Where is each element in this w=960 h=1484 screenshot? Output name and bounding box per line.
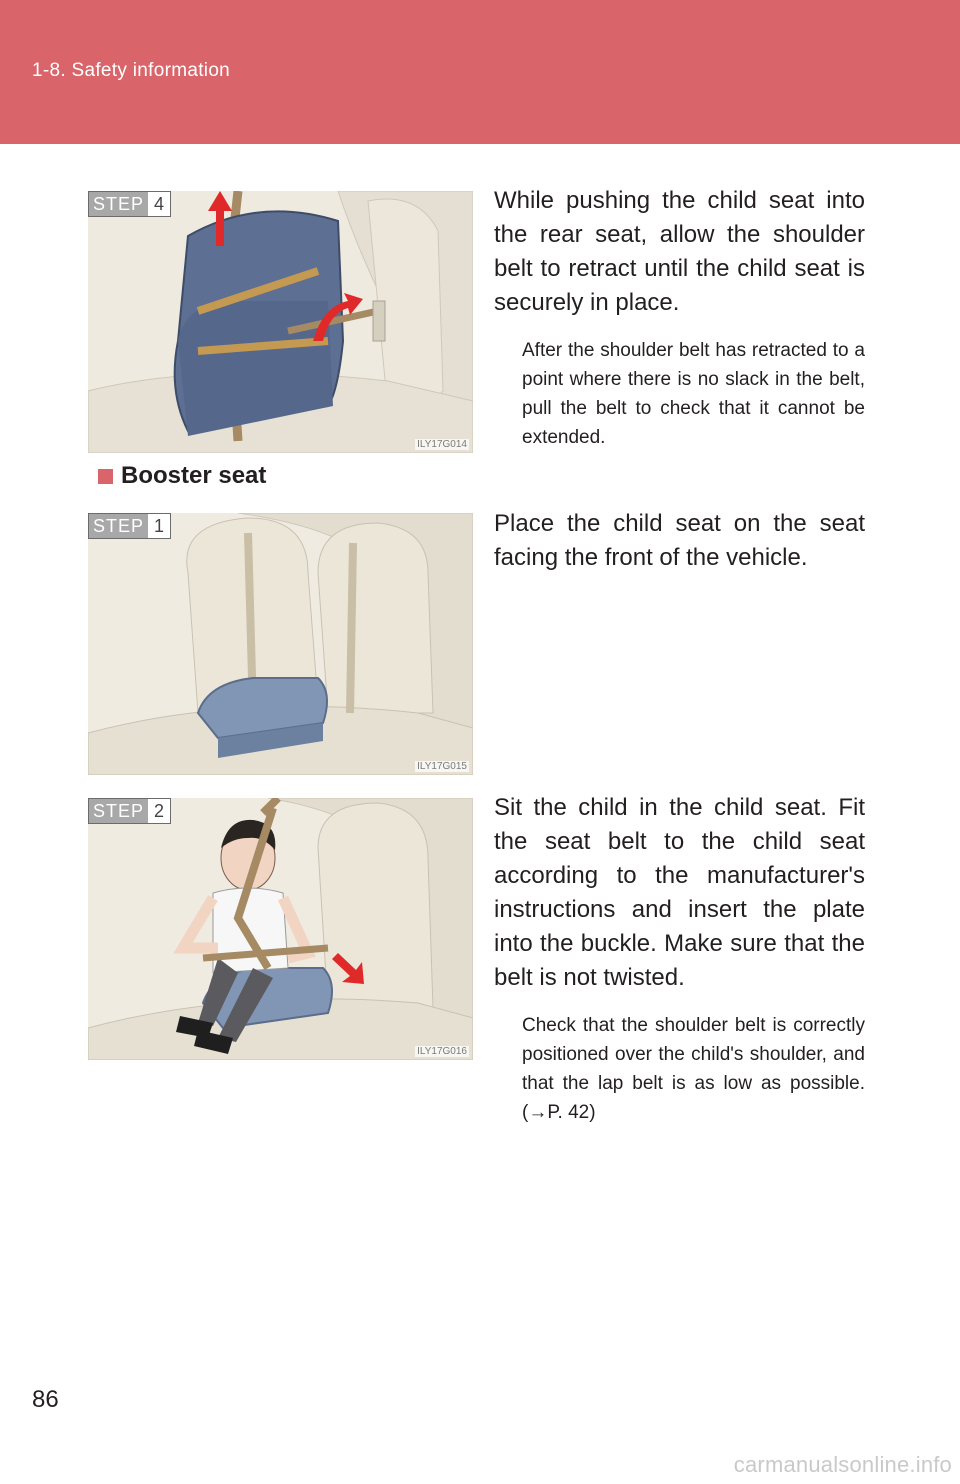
step-badge bbox=[88, 191, 171, 217]
child-in-booster-illustration bbox=[88, 798, 473, 1060]
section-title: 1-8. Safety information bbox=[32, 60, 231, 81]
page-number: 86 bbox=[32, 1386, 59, 1413]
figure-step-4 bbox=[88, 191, 473, 453]
step-label: STEP bbox=[89, 799, 148, 823]
figure-code: ILY17G016 bbox=[417, 1046, 467, 1057]
step-label: STEP bbox=[89, 514, 148, 538]
step-2-note: Check that the shoulder belt is correctly positioned over the child's shoulder, and that the lap belt is as low as possible. (→P. 42) bbox=[522, 1015, 865, 1123]
step-badge bbox=[88, 513, 171, 539]
step-number: 1 bbox=[148, 514, 170, 538]
figure-code: ILY17G014 bbox=[417, 439, 467, 450]
figure-code: ILY17G015 bbox=[417, 761, 467, 772]
figure-step-2 bbox=[88, 798, 473, 1060]
step-number: 4 bbox=[148, 192, 170, 216]
section-heading-booster-seat bbox=[98, 462, 266, 490]
child-seat-pushed-illustration bbox=[88, 191, 473, 453]
step-4-instruction: While pushing the child seat into the rear seat, allow the shoulder belt to retract until the child seat is securely in place. bbox=[494, 187, 865, 316]
step-4-note: After the shoulder belt has retracted to a point where there is no slack in the belt, pull the belt to check that it cannot be extended. bbox=[522, 340, 865, 448]
step-1-instruction: Place the child seat on the seat facing the front of the vehicle. bbox=[494, 510, 865, 571]
booster-seat-placement-illustration bbox=[88, 513, 473, 775]
step-number: 2 bbox=[148, 799, 170, 823]
figure-step-1 bbox=[88, 513, 473, 775]
step-badge bbox=[88, 798, 171, 824]
site-watermark: carmanualsonline.info bbox=[733, 1452, 952, 1477]
step-label: STEP bbox=[89, 192, 148, 216]
step-2-instruction: Sit the child in the child seat. Fit the seat belt to the child seat according to the manufacturer's instructions and insert the plate into the buckle. Make sure that the belt is not twisted. bbox=[494, 794, 865, 991]
square-bullet-icon bbox=[98, 469, 113, 484]
section-heading-label: Booster seat bbox=[121, 462, 267, 489]
page-header bbox=[0, 0, 960, 144]
